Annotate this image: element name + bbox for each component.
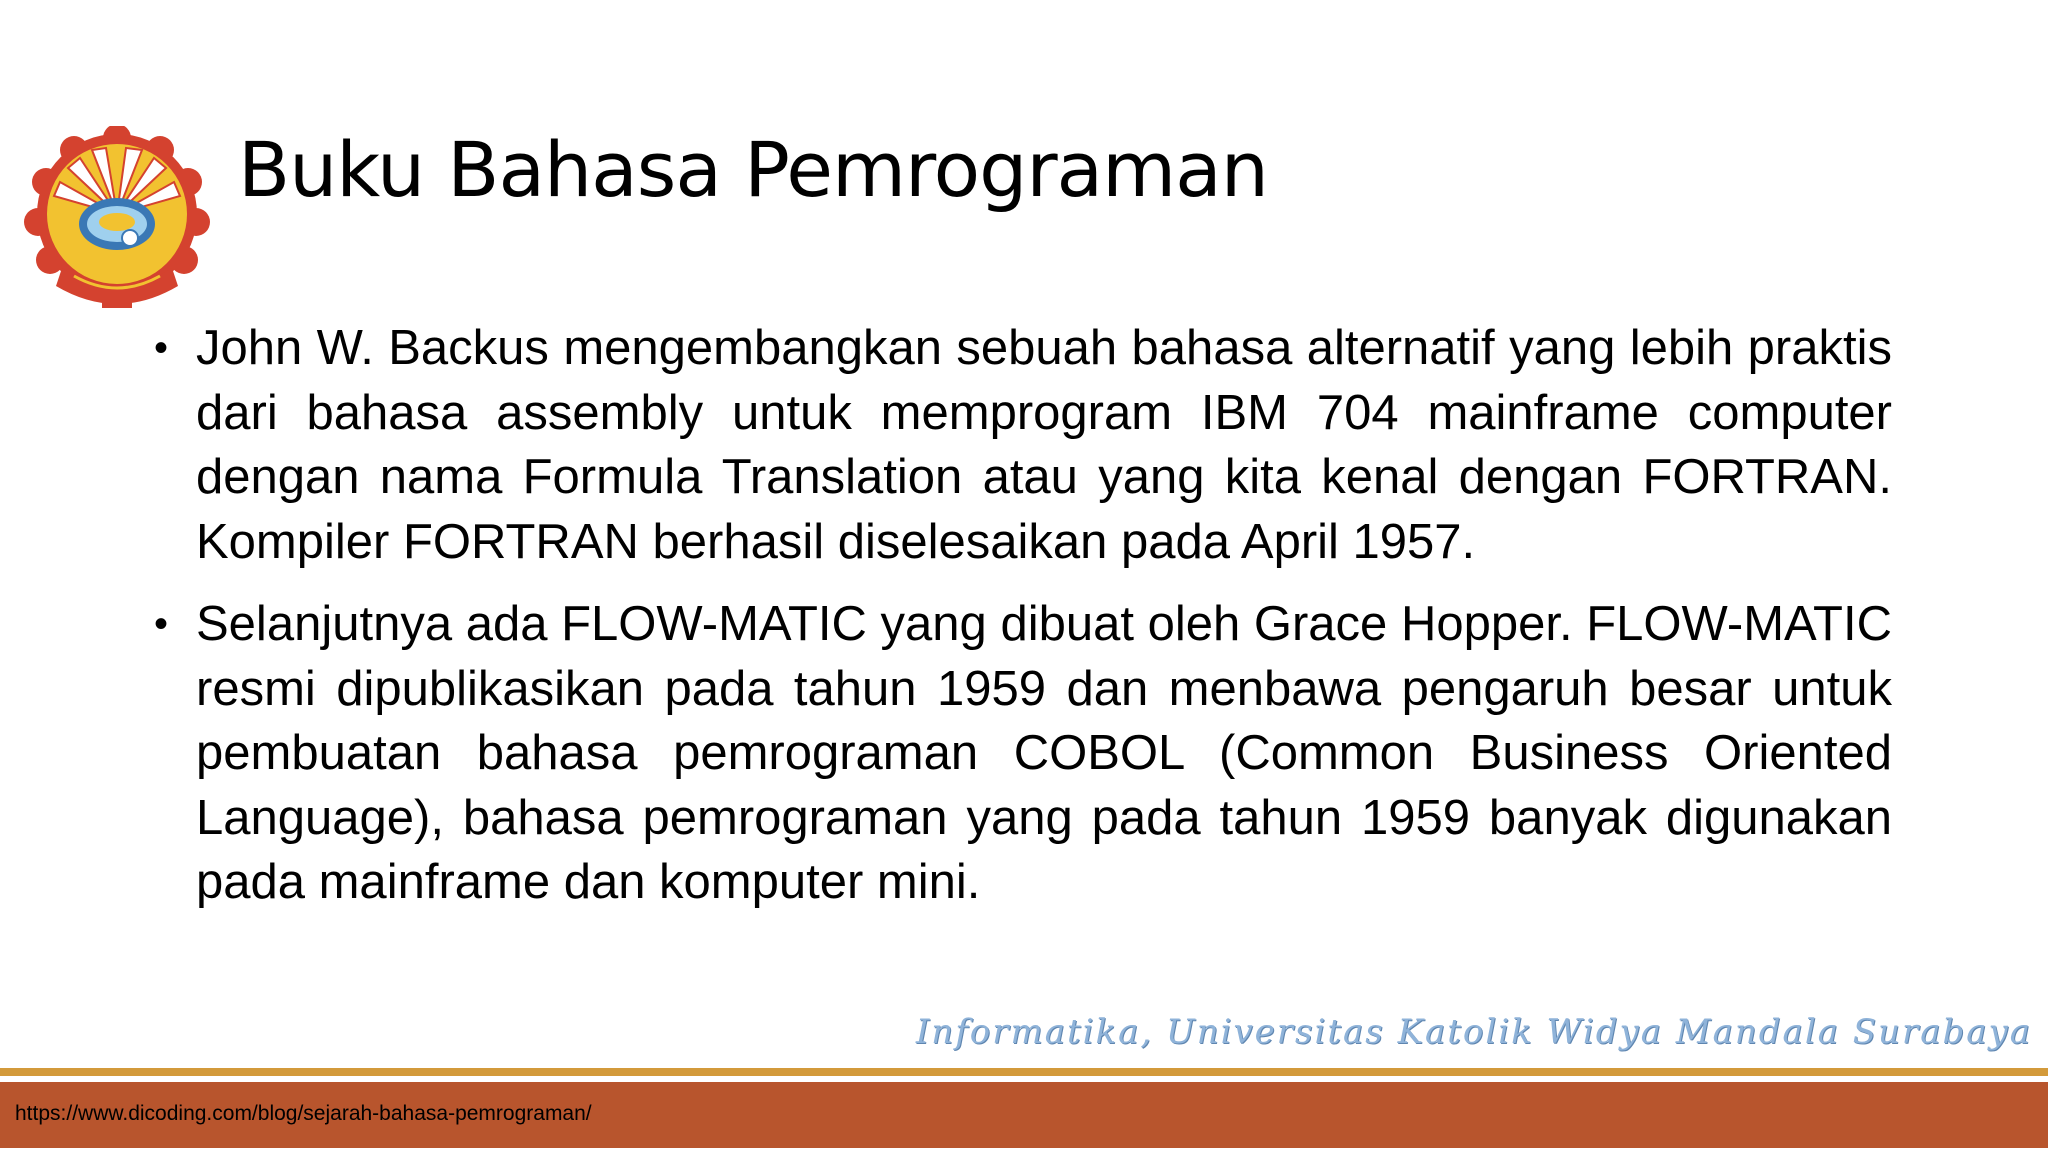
slide-title: Buku Bahasa Pemrograman bbox=[238, 125, 1268, 214]
institution-watermark: Informatika, Universitas Katolik Widya Mandala Surabaya bbox=[915, 1012, 2032, 1052]
bullet-item bbox=[150, 316, 1892, 574]
bullet-marker: • bbox=[154, 326, 169, 370]
bullet-text: John W. Backus mengembangkan sebuah bahasa alternatif yang lebih praktis dari bahasa assembly untuk memprogram IBM 704 mainframe computer dengan nama Formula Translation atau yang kita kenal dengan FORTRAN. Kompiler FORTRAN berhasil diselesaikan pada April 1957. bbox=[196, 321, 1892, 569]
footer-accent-line bbox=[0, 1068, 2048, 1076]
bullet-item bbox=[150, 592, 1892, 915]
bullet-marker: • bbox=[154, 602, 169, 646]
source-link[interactable]: https://www.dicoding.com/blog/sejarah-bahasa-pemrograman/ bbox=[15, 1102, 592, 1125]
university-crest-icon bbox=[22, 126, 212, 322]
bullet-text: Selanjutnya ada FLOW-MATIC yang dibuat oleh Grace Hopper. FLOW-MATIC resmi dipublikasikan pada tahun 1959 dan menbawa pengaruh besar untuk pembuatan bahasa pemrograman COBOL (Common Business Oriented Language), bahasa pemrograman yang pada tahun 1959 banyak digunakan pada mainframe dan komputer mini. bbox=[196, 597, 1892, 909]
bullet-list bbox=[150, 316, 1892, 915]
